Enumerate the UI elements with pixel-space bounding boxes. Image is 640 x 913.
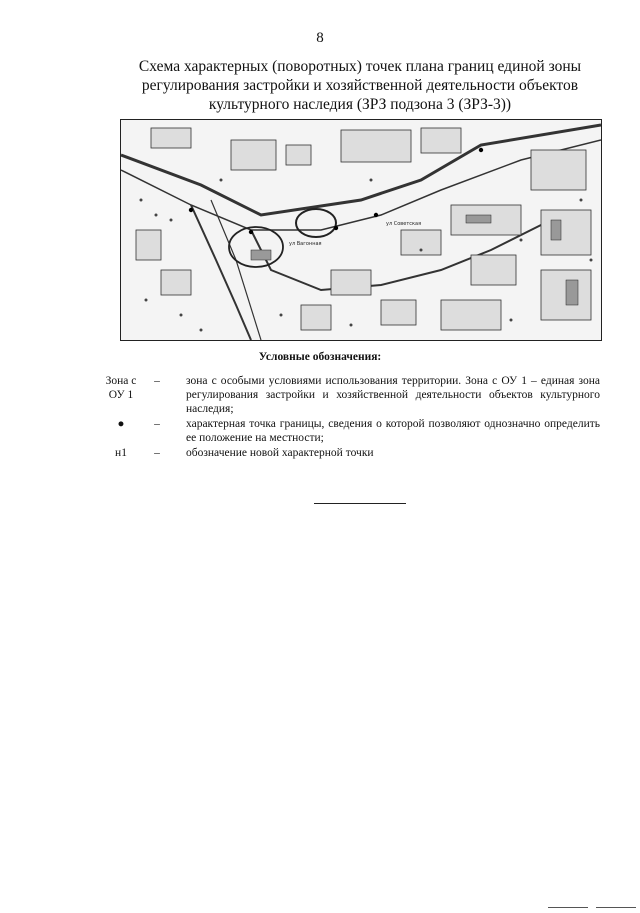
legend-heading: Условные обозначения: <box>258 351 382 363</box>
boundary-map <box>120 119 602 341</box>
legend-key: Зона с ОУ 1 <box>105 375 137 401</box>
page-number: 8 <box>316 30 324 46</box>
legend-item-new-point <box>100 446 600 460</box>
legend-dash: – <box>154 447 160 459</box>
legend-list <box>100 374 600 461</box>
legend-text: зона с особыми условиями использования территории. Зона с ОУ 1 – единая зона регулирования застройки и хозяйственной деятельности объектов культурного наследия; <box>186 375 600 415</box>
footer-dash <box>596 907 636 908</box>
legend-dash: – <box>154 418 160 430</box>
legend-item-zone <box>100 374 600 416</box>
separator-line <box>314 503 406 504</box>
legend-text: характерная точка границы, сведения о которой позволяют однозначно определить ее положение на местности; <box>186 418 600 444</box>
map-label-street: ул Вагонная <box>289 241 322 247</box>
map-label-street-2: ул Советская <box>386 221 422 227</box>
legend-dash: – <box>154 375 160 387</box>
document-title: Схема характерных (поворотных) точек плана границ единой зоны регулирования застройки и хозяйственной деятельности объектов культурного наследия (ЗРЗ подзона 3 (ЗРЗ-3)) <box>138 58 582 113</box>
footer-dash <box>548 907 588 908</box>
legend-text: обозначение новой характерной точки <box>186 447 374 459</box>
cadastral-map-image <box>121 120 601 340</box>
legend-item-point <box>100 417 600 445</box>
point-marker-icon: ● <box>117 418 125 430</box>
legend-key: н1 <box>115 447 127 459</box>
